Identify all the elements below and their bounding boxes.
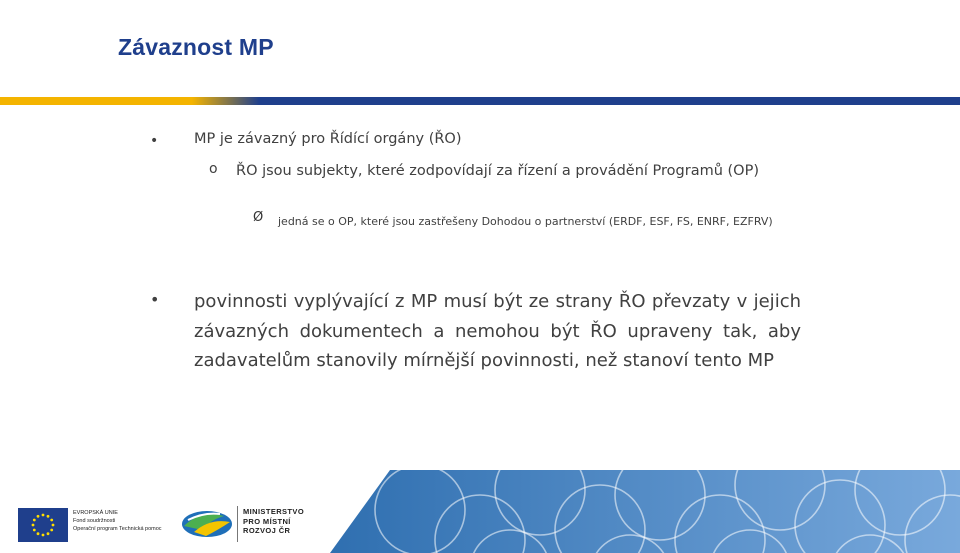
bullet-marker: • <box>150 290 160 309</box>
sub-bullet-marker: o <box>209 161 218 177</box>
bullet-text: MP je závazný pro Řídící orgány (ŘO) <box>194 131 462 147</box>
logo-divider <box>237 506 238 542</box>
ministry-logo-icon <box>180 506 234 542</box>
eu-logo-line: EVROPSKÁ UNIE <box>73 510 118 516</box>
eu-logo-text <box>73 509 162 533</box>
ministry-logo-text <box>243 507 304 536</box>
sub-bullet-text: ŘO jsou subjekty, které zodpovídají za řízení a provádění Programů (OP) <box>236 163 759 179</box>
eu-logo-line: Fond soudržnosti <box>73 518 116 524</box>
ministry-logo-line: ROZVOJ ČR <box>243 526 291 535</box>
slide-title: Závaznost MP <box>118 34 274 60</box>
bullet-text: povinnosti vyplývající z MP musí být ze strany ŘO převzaty v jejich závazných dokumentech a nemohou být ŘO upraveny tak, aby zadavatelům stanovily mírnější povinnosti, než stanoví tento MP <box>194 291 801 371</box>
decorative-footer-band <box>330 470 960 553</box>
ministry-logo-line: PRO MÍSTNÍ <box>243 516 291 526</box>
bullet-marker: • <box>150 133 159 149</box>
header-rule <box>0 97 960 105</box>
arrow-bullet-icon: Ø <box>253 210 264 225</box>
eu-flag-icon <box>18 508 68 542</box>
ministry-logo-line: MINISTERSTVO <box>243 507 305 516</box>
sub-sub-bullet-text: jedná se o OP, které jsou zastřešeny Dohodou o partnerství (ERDF, ESF, FS, ENRF, EZFRV) <box>278 215 773 228</box>
eu-logo-line: Operační program Technická pomoc <box>73 526 162 532</box>
